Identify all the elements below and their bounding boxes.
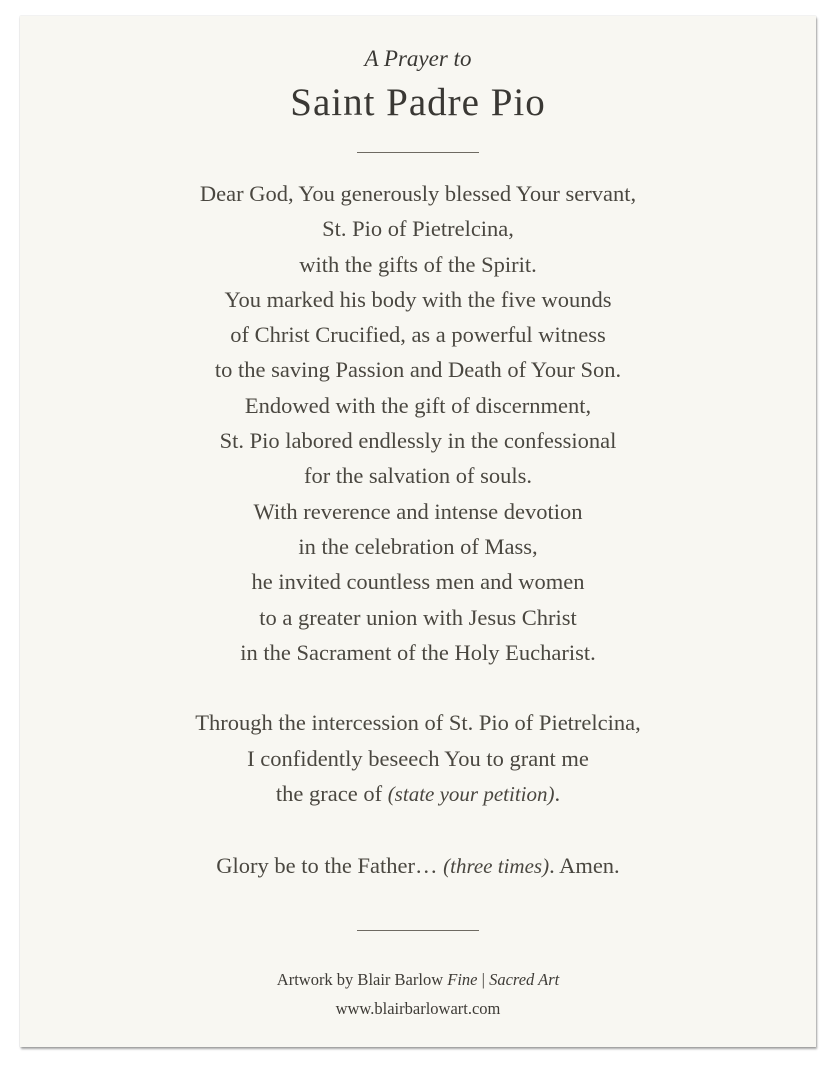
credit-separator: | [477,970,490,989]
prayer-line: St. Pio of Pietrelcina, [322,216,514,242]
glory-suffix: . Amen. [549,852,620,878]
glory-instruction: (three times) [443,853,550,878]
prayer-line: in the celebration of Mass, [298,533,538,559]
glory-prefix: Glory be to the Father… [216,852,444,878]
prayer-line: Endowed with the gift of discernment, [244,392,592,418]
credit-artist: Artwork by Blair Barlow [276,970,448,989]
card-subtitle: A Prayer to [364,46,472,71]
prayer-line: for the salvation of souls. [303,463,533,489]
prayer-line: of Christ Crucified, as a powerful witness [230,322,606,348]
prayer-line: St. Pio labored endlessly in the confessional [219,428,617,454]
petition-instruction: (state your petition) [387,782,555,807]
prayer-card [20,16,816,1047]
prayer-line: to a greater union with Jesus Christ [259,604,577,630]
glory-line [20,848,816,884]
prayer-line: in the Sacrament of the Holy Eucharist. [240,639,596,665]
prayer-text [20,176,816,884]
prayer-line: with the gifts of the Spirit. [299,251,537,277]
artwork-credit [20,970,816,990]
grace-line [20,776,816,812]
credit-fine: Fine [447,970,478,989]
intercession-line: Through the intercession of St. Pio of Pietrelcina, [195,710,641,736]
bottom-divider [357,930,479,931]
card-title: Saint Padre Pio [290,81,546,124]
prayer-line: With reverence and intense devotion [253,498,583,524]
stanza-break [20,812,816,847]
prayer-line: Dear God, You generously blessed Your servant, [199,181,637,206]
website-link[interactable]: www.blairbarlowart.com [335,999,501,1018]
prayer-line: to the saving Passion and Death of Your Son. [214,357,622,383]
top-divider [357,152,479,153]
grace-prefix: the grace of [275,781,388,807]
grace-suffix: . [554,781,561,807]
credit-sacred-art: Sacred Art [489,970,560,989]
prayer-line: You marked his body with the five wounds [224,286,612,312]
intercession-line: I confidently beseech You to grant me [247,745,589,771]
stanza-break [20,670,816,705]
prayer-line: he invited countless men and women [251,569,585,595]
